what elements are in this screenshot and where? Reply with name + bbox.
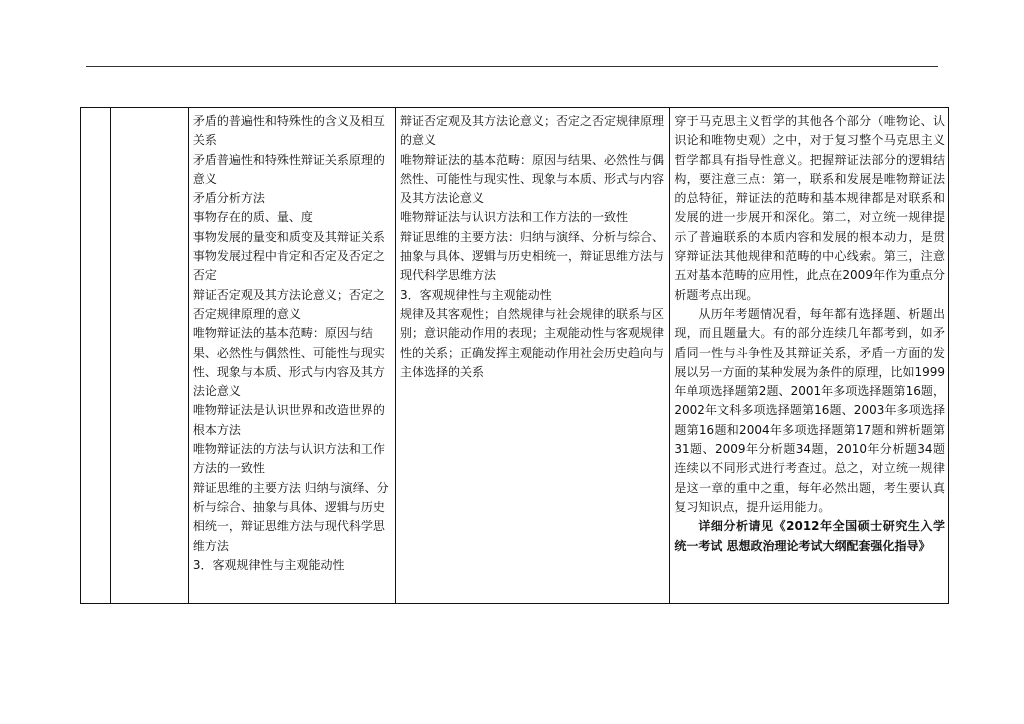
list-item: 3．客观规律性与主观能动性 bbox=[192, 557, 345, 572]
analysis-paragraph-2: 从历年考题情况看，每年都有选择题、析题出现，而且题量大。有的部分连续几年都考到，如矛盾同一性与斗争性及其辩证关系，矛盾一方面的发展以另一方面的某种发展为条件的原理，比如1999年单项选择题第2题、2001年多项选择题第16题，2002年文科多项选择题第16题、2003年多项选择题第16题和2004年多项选择题第17题和辨析题第31题、2009年分析题34题，2010年分析题34题连续以不同形式进行考查过。总之，对立统一规律是这一章的重中之重，每年必然出题，考生要认真复习知识点，提升运用能力。 bbox=[674, 306, 945, 514]
table-row bbox=[81, 108, 949, 604]
cell-empty-1 bbox=[81, 108, 111, 604]
analysis-paragraph-1: 穿于马克思主义哲学的其他各个部分（唯物论、认识论和唯物史观）之中，对于复习整个马克思主义哲学都具有指导性意义。把握辩证法部分的逻辑结构，要注意三点：第一，联系和发展是唯物辩证法的总特征，辩证法的范畴和基本规律都是对联系和发展的进一步展开和深化。第二，对立统一规律提示了普遍联系的本质内容和发展的根本动力，是贯穿辩证法其他规律和范畴的中心线索。第三，注意五对基本范畴的应用性，此点在2009年作为重点分析题考点出现。 bbox=[674, 114, 945, 302]
cell-empty-2 bbox=[110, 108, 188, 604]
content-table bbox=[80, 107, 949, 604]
list-item: 辩证思维的主要方法 归纳与演绎、分析与综合、抽象与具体、逻辑与历史相统一，辩证思维方法与现代科学思维方法 bbox=[192, 480, 389, 553]
list-item: 规律及其客观性；自然规律与社会规律的联系与区别；意识能动作用的表现；主观能动性与客观规律性的关系；正确发挥主观能动作用社会历史趋向与主体选择的关系 bbox=[399, 306, 664, 379]
list-item: 唯物辩证法的基本范畴：原因与结果、必然性与偶然性、可能性与现实性、现象与本质、形式与内容及其方法论意义 bbox=[399, 152, 664, 206]
list-item: 矛盾分析方法 bbox=[192, 191, 265, 206]
list-item: 唯物辩证法是认识世界和改造世界的根本方法 bbox=[192, 403, 385, 437]
list-item: 矛盾的普遍性和特殊性的含义及相互关系 bbox=[192, 114, 385, 148]
list-item: 事物发展的量变和质变及其辩证关系 bbox=[192, 229, 385, 244]
list-item: 唯物辩证法的基本范畴：原因与结果、必然性与偶然性、可能性与现实性、现象与本质、形式与内容及其方法论意义 bbox=[192, 326, 385, 399]
list-item: 辩证否定观及其方法论意义；否定之否定规律原理的意义 bbox=[399, 114, 664, 148]
reference-note: 详细分析请见《2012年全国硕士研究生入学统一考试 思想政治理论考试大纲配套强化指导》 bbox=[674, 519, 945, 553]
cell-knowledge-points bbox=[188, 108, 395, 604]
cell-analysis bbox=[670, 108, 949, 604]
list-item: 辩证否定观及其方法论意义；否定之否定规律原理的意义 bbox=[192, 287, 385, 321]
list-item: 唯物辩证法与认识方法和工作方法的一致性 bbox=[399, 210, 628, 225]
list-item: 矛盾普遍性和特殊性辩证关系原理的意义 bbox=[192, 152, 385, 186]
list-item: 辩证思维的主要方法：归纳与演绎、分析与综合、抽象与具体、逻辑与历史相统一，辩证思维方法与现代科学思维方法 bbox=[399, 229, 664, 283]
list-item: 事物发展过程中肯定和否定及否定之否定 bbox=[192, 249, 385, 283]
header-rule bbox=[86, 66, 938, 67]
list-item: 3．客观规律性与主观能动性 bbox=[399, 287, 552, 302]
list-item: 唯物辩证法的方法与认识方法和工作方法的一致性 bbox=[192, 442, 385, 476]
cell-key-points bbox=[395, 108, 669, 604]
list-item: 事物存在的质、量、度 bbox=[192, 210, 313, 225]
